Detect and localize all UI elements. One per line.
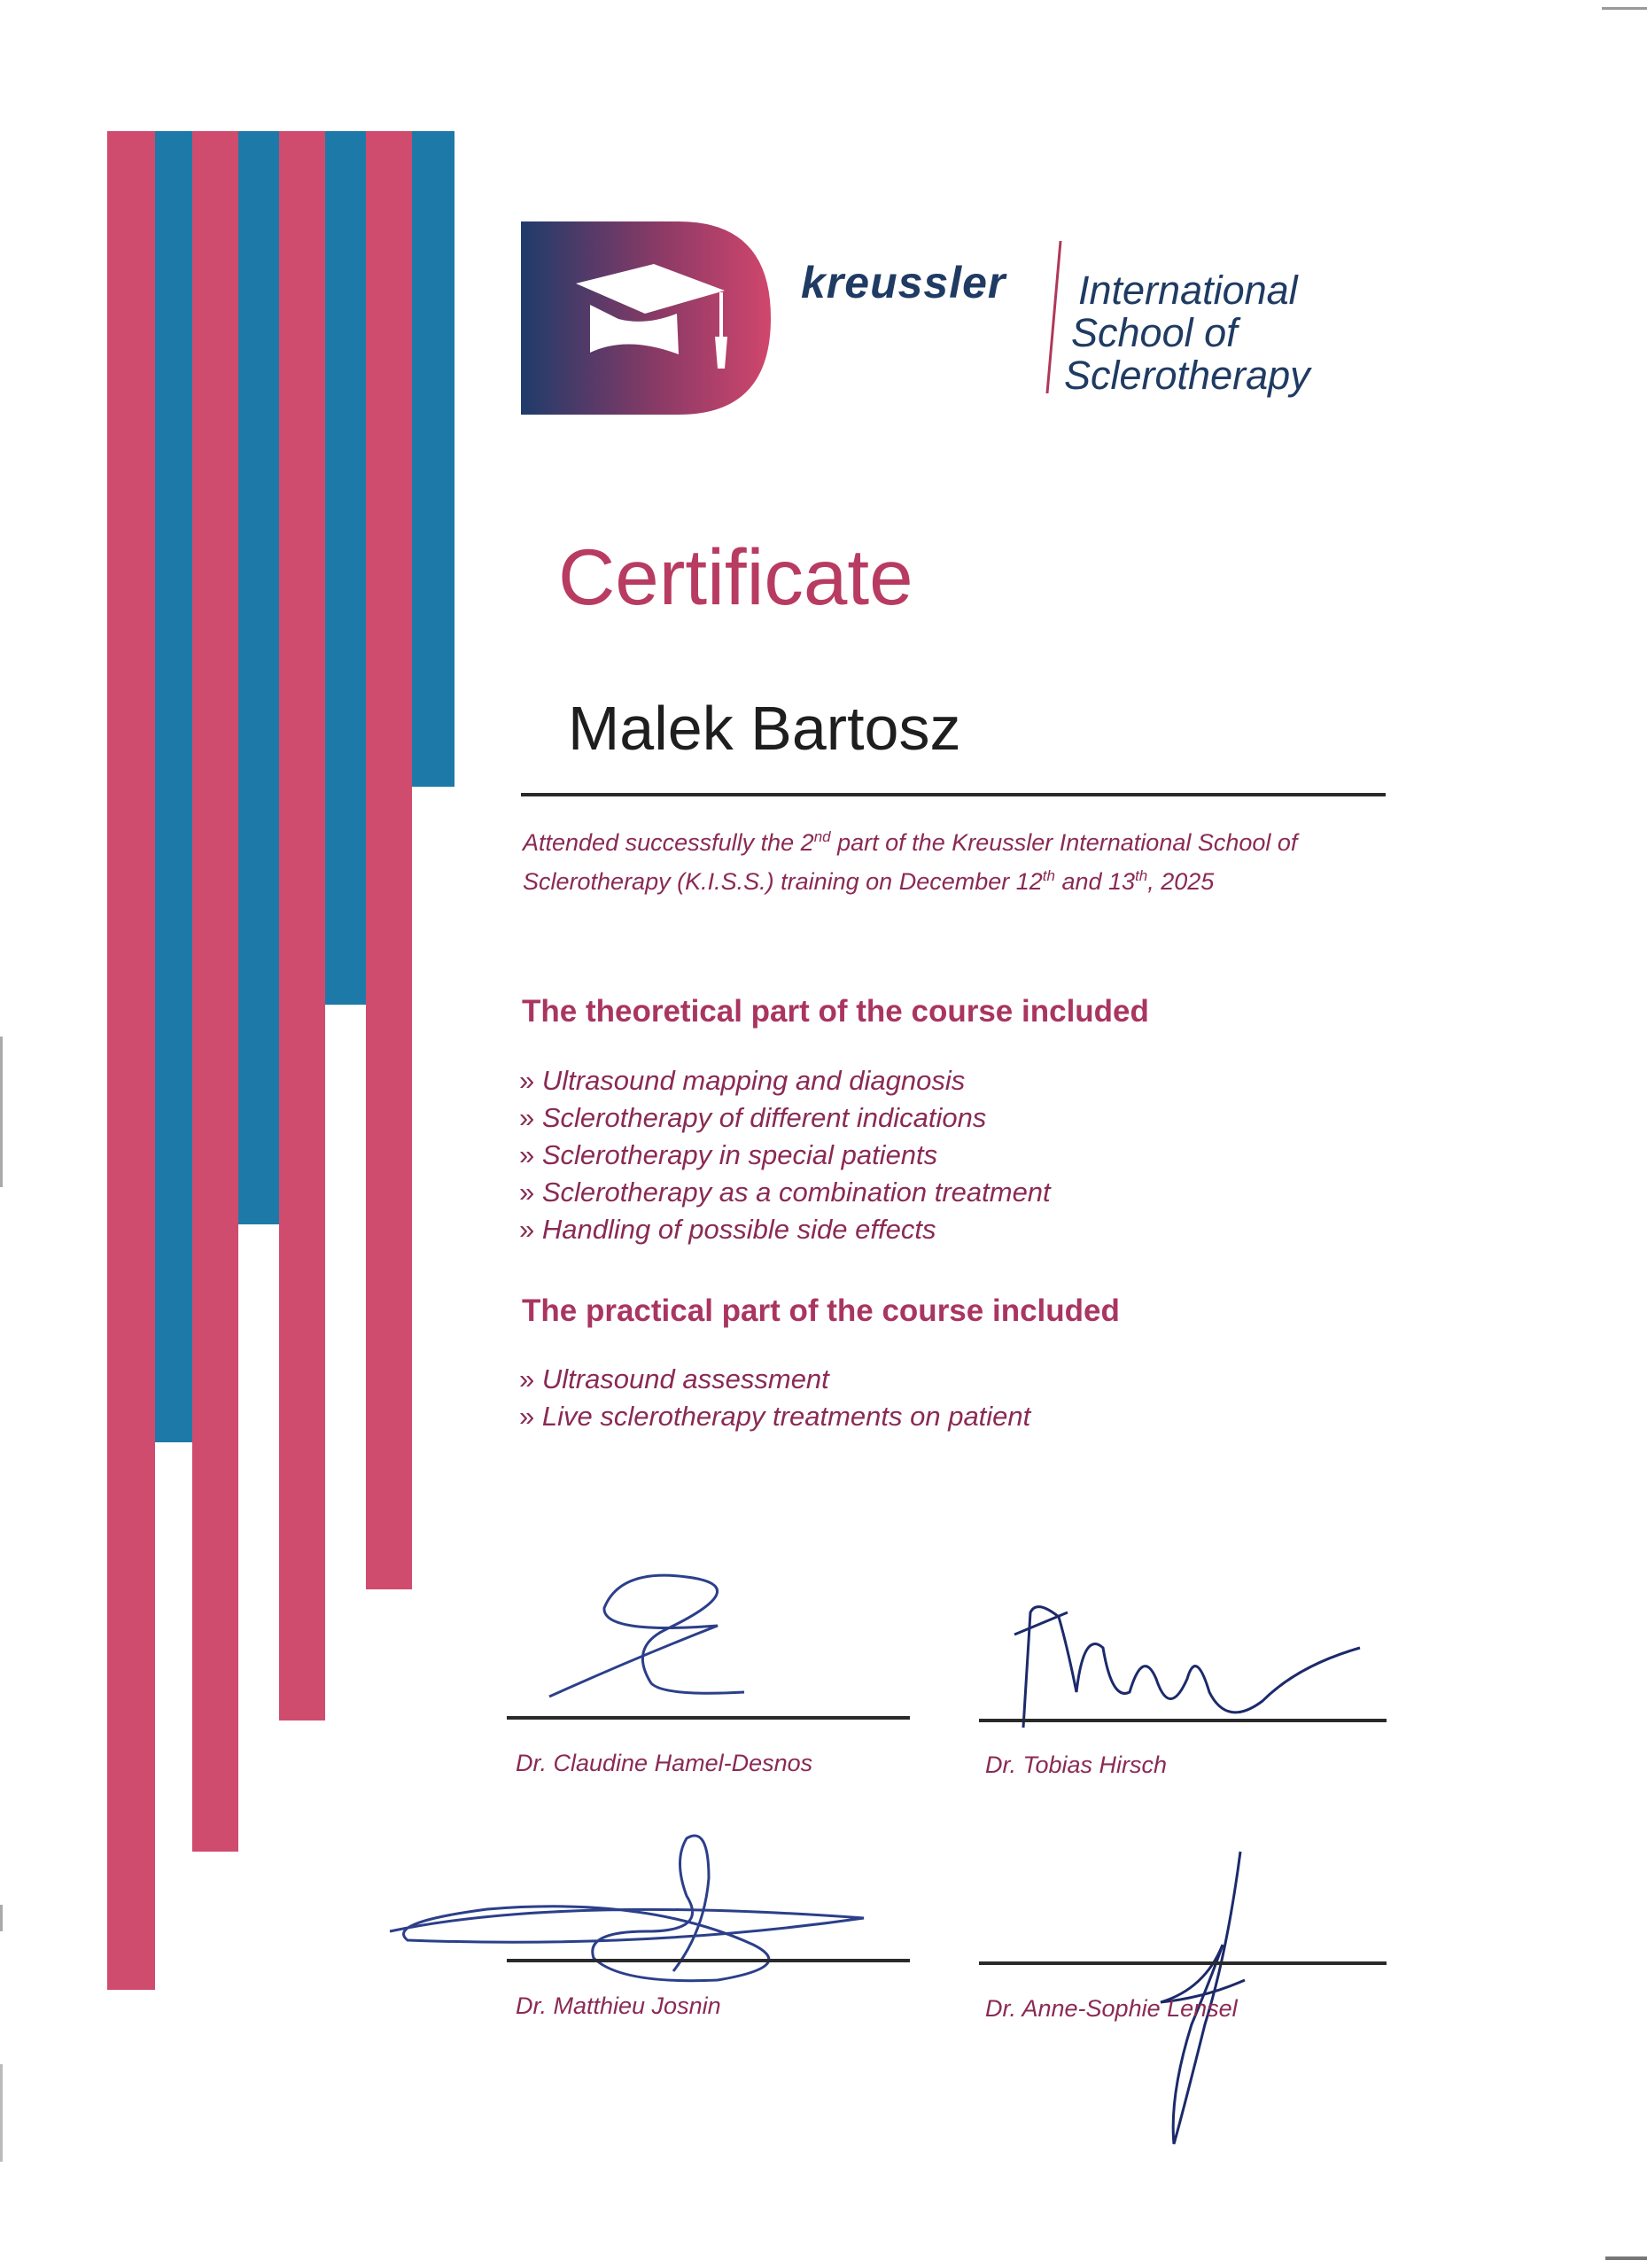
signature-line-hirsch — [979, 1719, 1387, 1722]
attendance-text-3: and 13 — [1054, 868, 1136, 895]
signatory-name: Dr. Claudine Hamel-Desnos — [516, 1750, 813, 1776]
list-item: » Ultrasound mapping and diagnosis — [519, 1062, 1051, 1099]
attendance-sup-3: th — [1135, 867, 1148, 884]
school-name-line-1: International — [1078, 268, 1298, 313]
signature-line-hamel-desnos — [507, 1716, 910, 1720]
stripe-pink-2 — [192, 131, 238, 1852]
list-item: » Sclerotherapy as a combination treatment — [519, 1174, 1051, 1211]
theoretical-heading: The theoretical part of the course included — [522, 994, 1149, 1029]
list-item: » Sclerotherapy in special patients — [519, 1137, 1051, 1174]
stripe-blue-1 — [155, 131, 192, 1442]
list-item: » Sclerotherapy of different indications — [519, 1099, 1051, 1137]
signature-hirsch — [997, 1595, 1369, 1745]
stripe-blue-3 — [325, 131, 366, 1005]
signatory-name: Dr. Tobias Hirsch — [985, 1751, 1168, 1778]
stripe-blue-2 — [238, 131, 279, 1224]
certificate-title: Certificate — [558, 532, 913, 621]
brand-divider — [1045, 241, 1061, 393]
scan-edge-mark — [1602, 7, 1647, 10]
stripe-pink-4 — [366, 131, 412, 1589]
signature-hamel-desnos — [532, 1559, 780, 1701]
practical-list — [519, 1361, 1030, 1435]
signature-line-josnin — [507, 1959, 910, 1962]
theoretical-list — [519, 1062, 1051, 1248]
attendance-sup-2: th — [1042, 867, 1055, 884]
list-item: » Live sclerotherapy treatments on patient — [519, 1398, 1030, 1435]
recipient-underline — [521, 793, 1386, 796]
stripe-blue-4 — [412, 131, 454, 787]
list-item: » Ultrasound assessment — [519, 1361, 1030, 1398]
signatory-name: Dr. Anne-Sophie Lensel — [985, 1995, 1238, 2022]
attendance-sup-1: nd — [813, 828, 831, 845]
stripe-pink-3 — [279, 131, 325, 1720]
attendance-text-4: , 2025 — [1147, 868, 1215, 895]
scan-edge-mark — [1605, 2256, 1647, 2260]
signatory-name: Dr. Matthieu Josnin — [516, 1992, 721, 2019]
recipient-name: Malek Bartosz — [568, 694, 961, 763]
attendance-statement — [523, 820, 1400, 898]
signature-josnin — [381, 1825, 877, 1993]
scan-edge-mark — [0, 2064, 3, 2162]
attendance-text-2: part of the Kreussler International School of Sclerotherapy (K.I.S.S.) training on December 12 — [523, 829, 1298, 895]
scan-edge-mark — [0, 1905, 3, 1931]
school-name-line-3: Sclerotherapy — [1064, 353, 1310, 398]
stripe-pink-1 — [107, 131, 155, 1990]
school-name-line-2: School of — [1071, 310, 1238, 355]
list-item: » Handling of possible side effects — [519, 1211, 1051, 1248]
scan-edge-mark — [0, 1037, 3, 1187]
signature-line-lensel — [979, 1961, 1387, 1965]
graduation-cap-icon — [521, 221, 771, 415]
attendance-text-1: Attended successfully the 2 — [523, 829, 814, 856]
brand-name: kreussler — [801, 258, 1006, 307]
practical-heading: The practical part of the course included — [522, 1293, 1120, 1328]
